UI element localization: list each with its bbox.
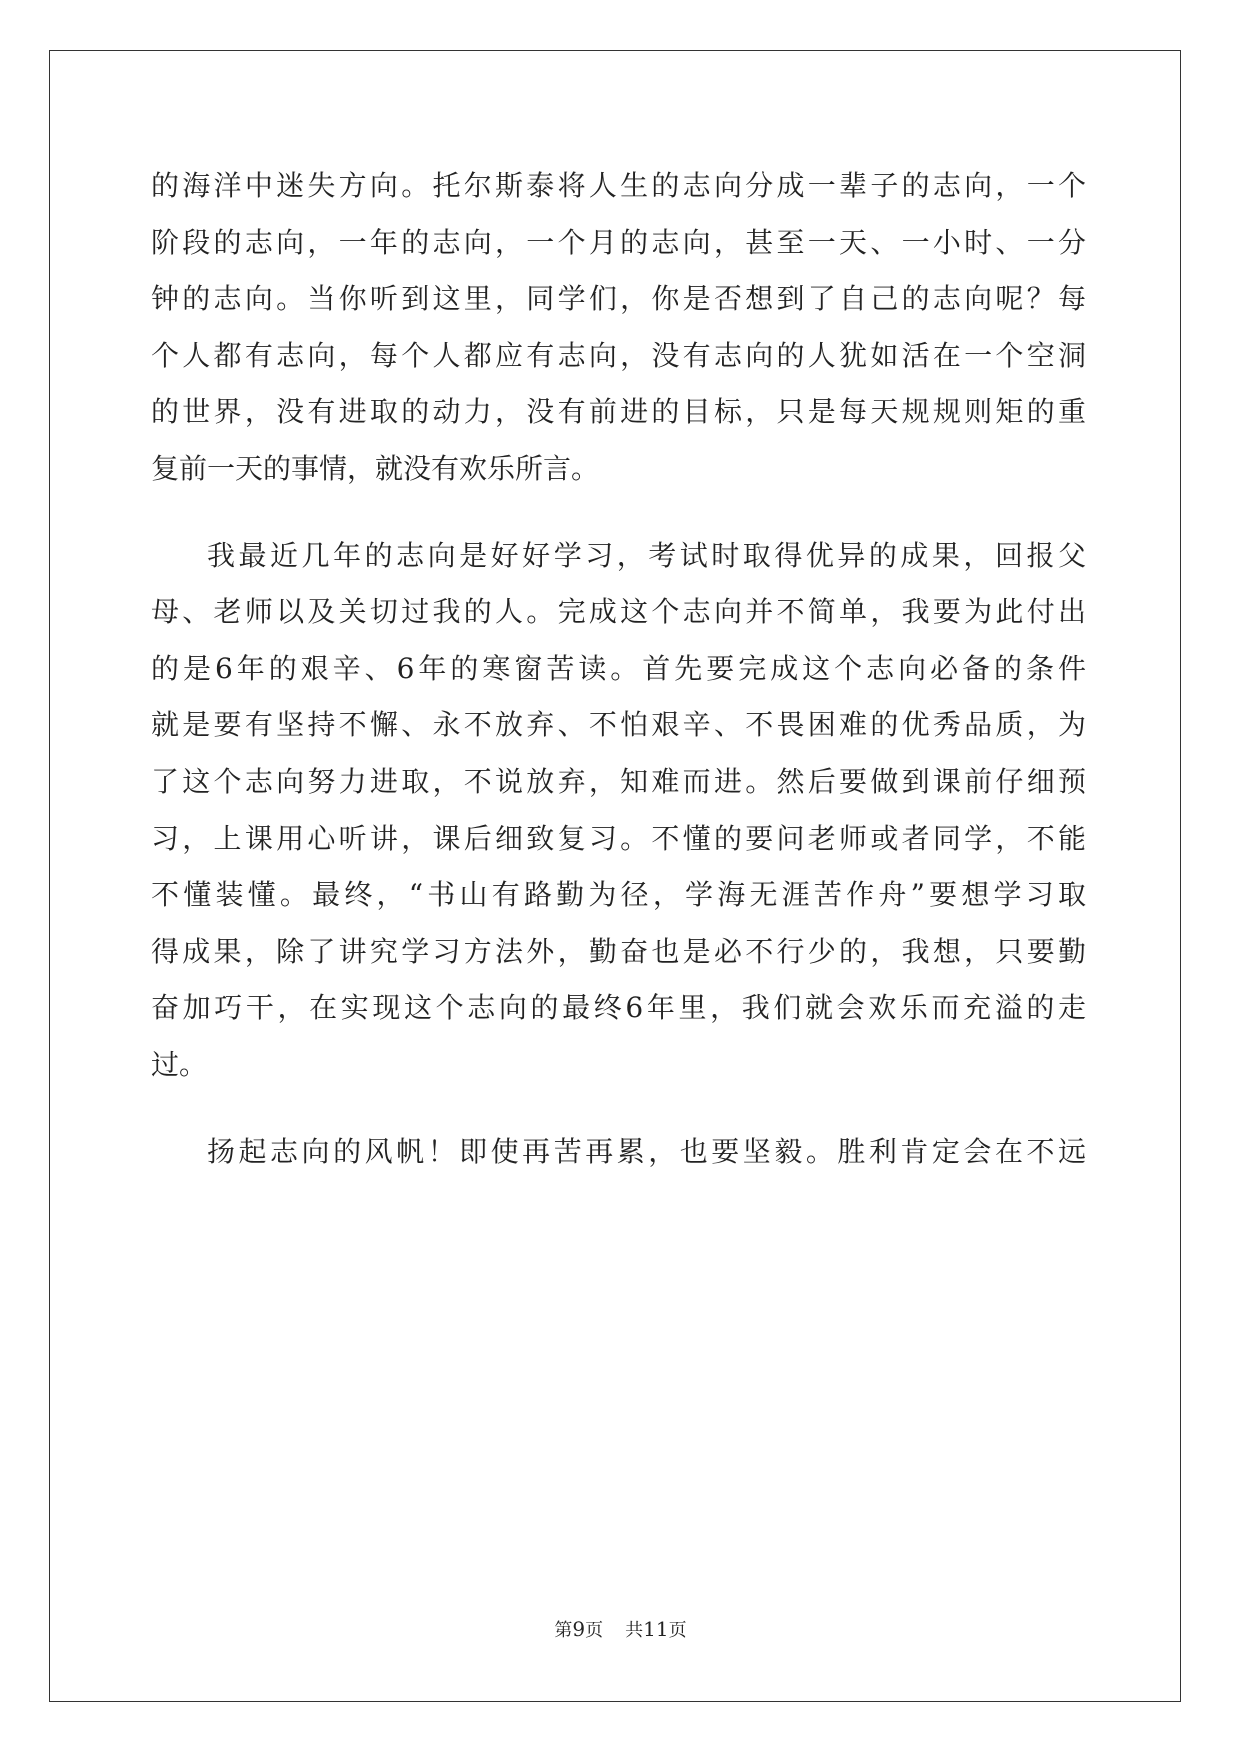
- text-line: 的是6年的艰辛、6年的寒窗苦读。首先要完成这个志向必备的条件: [151, 651, 1086, 685]
- text-line: 过。: [151, 1047, 208, 1081]
- total-label-suffix: 页: [668, 1620, 687, 1641]
- text-line: 母、老师以及关切过我的人。完成这个志向并不简单，我要为此付出: [151, 595, 1086, 629]
- text-line: 了这个志向努力进取，不说放弃，知难而进。然后要做到课前仔细预: [151, 764, 1086, 798]
- text-line: 复前一天的事情，就没有欢乐所言。: [151, 451, 600, 485]
- paragraph-2: [151, 528, 1086, 1094]
- text-line: 个人都有志向，每个人都应有志向，没有志向的人犹如活在一个空洞: [151, 338, 1086, 372]
- page-footer: [0, 1616, 1241, 1642]
- text-line: 扬起志向的风帆！即使再苦再累，也要坚毅。胜利肯定会在不远: [207, 1134, 1086, 1168]
- text-line: 我最近几年的志向是好好学习，考试时取得优异的成果，回报父: [207, 538, 1086, 572]
- page-label-suffix: 页: [585, 1620, 604, 1641]
- total-pages-number: 11: [643, 1617, 669, 1641]
- paragraph-1: [151, 158, 1086, 498]
- text-line: 就是要有坚持不懈、永不放弃、不怕艰辛、不畏困难的优秀品质，为: [151, 708, 1086, 742]
- text-line: 的海洋中迷失方向。托尔斯泰将人生的志向分成一辈子的志向，一个: [151, 169, 1086, 202]
- text-line: 得成果，除了讲究学习方法外，勤奋也是必不行少的，我想，只要勤: [151, 934, 1086, 968]
- document-body: [151, 158, 1086, 1180]
- text-line: 阶段的志向，一年的志向，一个月的志向，甚至一天、一小时、一分: [151, 225, 1086, 259]
- text-line: 钟的志向。当你听到这里，同学们，你是否想到了自己的志向呢？每: [151, 282, 1086, 316]
- text-line: 奋加巧干，在实现这个志向的最终6年里，我们就会欢乐而充溢的走: [151, 991, 1086, 1025]
- paragraph-3: [151, 1124, 1086, 1181]
- page-label-prefix: 第: [554, 1620, 573, 1641]
- text-line: 不懂装懂。最终，“书山有路勤为径，学海无涯苦作舟”要想学习取: [151, 878, 1086, 912]
- text-line: 的世界，没有进取的动力，没有前进的目标，只是每天规规则矩的重: [151, 395, 1086, 429]
- total-label-prefix: 共: [625, 1620, 644, 1641]
- text-line: 习，上课用心听讲，课后细致复习。不懂的要问老师或者同学，不能: [151, 821, 1086, 855]
- current-page-number: 9: [572, 1617, 586, 1641]
